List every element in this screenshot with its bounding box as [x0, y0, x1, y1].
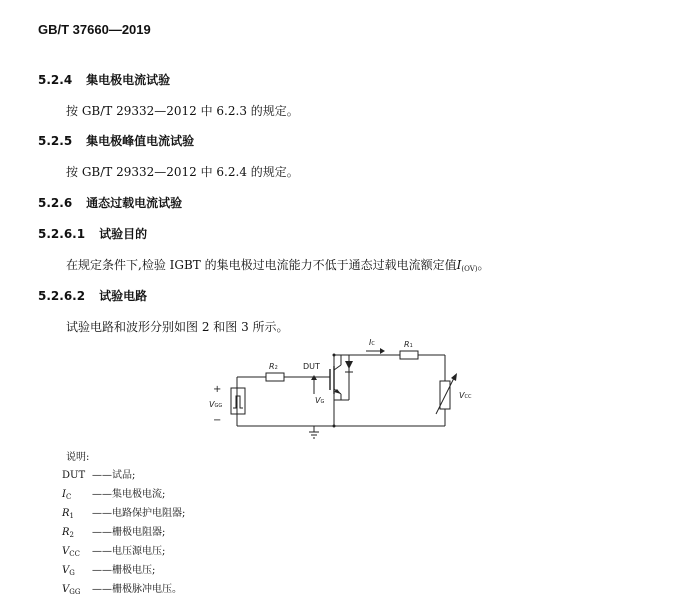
legend-item	[62, 485, 165, 501]
legend-sub: 1	[69, 512, 74, 520]
legend-symbol: DUT	[62, 470, 86, 481]
pulse-source-vgg	[231, 388, 245, 414]
legend-sub: G	[69, 569, 75, 577]
label-vgg: VGG	[209, 400, 223, 409]
legend-symbol: I	[62, 489, 66, 500]
resistor-r2	[266, 373, 284, 381]
legend-item	[62, 542, 165, 558]
heading-title: 试验目的	[99, 227, 148, 241]
legend-symbol: V	[62, 584, 70, 595]
legend-symbol: V	[62, 565, 70, 576]
legend-desc: ——试品;	[92, 470, 136, 481]
diode-triangle	[345, 361, 353, 369]
resistor-r1	[400, 351, 418, 359]
paragraph-end: 。	[477, 258, 490, 272]
legend-item	[62, 561, 155, 577]
label-r2: R2	[269, 362, 278, 371]
symbol-i: I	[456, 258, 462, 272]
legend-item	[62, 523, 165, 539]
heading-title: 集电极峰值电流试验	[86, 134, 195, 148]
legend-desc: ——集电极电流;	[92, 489, 166, 500]
igbt-collector-lead	[334, 365, 341, 370]
label-dut: DUT	[303, 362, 320, 371]
current-arrowhead	[380, 348, 385, 354]
legend-sub: 2	[69, 531, 74, 539]
junction-dot	[333, 425, 336, 428]
junction-dot	[333, 354, 336, 357]
label-r1: R1	[404, 340, 413, 349]
paragraph-5-2-5: 按 GB/T 29332—2012 中 6.2.4 的规定。	[66, 165, 299, 179]
label-vcc: VCC	[459, 391, 472, 400]
symbol-sub: (OV)	[461, 265, 478, 273]
heading-number: 5.2.6.1	[38, 227, 86, 241]
legend-symbol: R	[62, 527, 70, 538]
legend-sub: CC	[69, 550, 80, 558]
legend-desc: ——栅极电压;	[92, 565, 156, 576]
label-plus: +	[213, 384, 222, 395]
label-minus: −	[213, 415, 222, 426]
label-vg: VG	[315, 396, 325, 405]
legend-desc: ——电路保护电阻器;	[92, 508, 186, 519]
paragraph-5-2-6-2: 试验电路和波形分别如图 2 和图 3 所示。	[66, 320, 289, 334]
paragraph-text: 在规定条件下,检验 IGBT 的集电极过电流能力不低于通态过载电流额定值	[66, 258, 457, 272]
heading-number: 5.2.6.2	[38, 289, 86, 303]
heading-title: 通态过载电流试验	[86, 196, 183, 210]
legend-item	[62, 466, 135, 481]
adjustable-arrow	[436, 376, 455, 414]
heading-number: 5.2.4	[38, 73, 73, 87]
pulse-waveform-icon	[233, 396, 243, 408]
legend-item	[62, 504, 185, 520]
heading-number: 5.2.6	[38, 196, 73, 210]
legend-sub: C	[65, 493, 72, 501]
legend-desc: ——栅极电阻器;	[92, 527, 166, 538]
standard-number: GB/T 37660—2019	[38, 22, 151, 37]
heading-title: 集电极电流试验	[86, 73, 171, 87]
adjustable-arrowhead	[451, 373, 457, 381]
heading-number: 5.2.5	[38, 134, 73, 148]
legend-desc: ——电压源电压;	[92, 546, 166, 557]
legend-title: 说明:	[66, 452, 90, 463]
label-ic: IC	[369, 338, 375, 347]
legend-sub: GG	[69, 588, 81, 596]
heading-title: 试验电路	[99, 289, 148, 303]
legend-item	[62, 580, 182, 596]
legend-desc: ——栅极脉冲电压。	[92, 584, 182, 595]
legend-symbol: R	[62, 508, 70, 519]
paragraph-5-2-4: 按 GB/T 29332—2012 中 6.2.3 的规定。	[66, 104, 299, 118]
legend-symbol: V	[62, 546, 70, 557]
